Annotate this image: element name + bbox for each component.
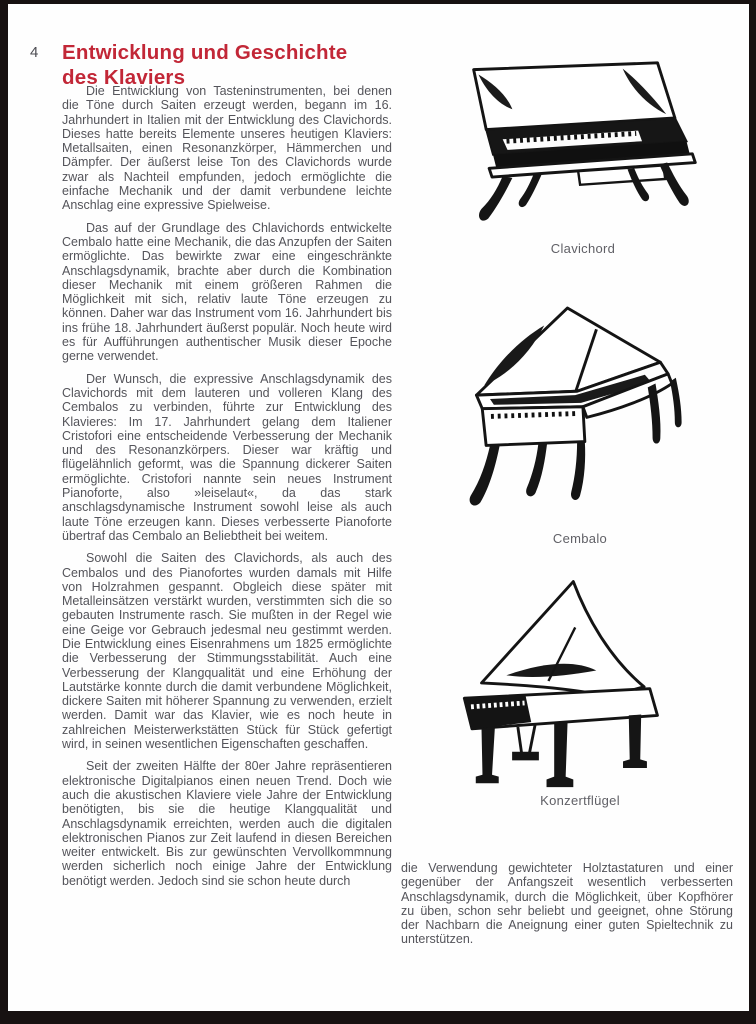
caption-cembalo: Cembalo [552, 531, 608, 546]
page-border-bottom [0, 1011, 756, 1024]
paragraph-cembalo: Das auf der Grundlage des Chlavichords entwickelte Cembalo hatte eine Mechanik, die das Anzupfen der Saiten ermöglichte. Das bewirkte zwar eine eingeschränkte Anschlagsdynamik, brachte aber durch die Kombination dieser Mechanik mit einem größeren Rahmen die Möglichkeit mit sich, relativ laute Töne erzeugen zu können. Daher war das Instrument vom 16. Jahrhundert bis ins frühe 18. Jahrhundert äußerst populär. Noch heute wird es für Aufführungen authentischer Musik dieser Epoche gerne verwendet. [62, 220, 392, 364]
clavichord-illustration-icon [433, 58, 733, 238]
page-title [62, 40, 402, 90]
page-border-left [0, 0, 8, 1024]
grand-piano-illustration-icon [430, 572, 730, 790]
caption-clavichord: Clavichord [550, 241, 616, 256]
caption-konzertfluegel: Konzertflügel [540, 793, 620, 808]
main-text-column [62, 84, 392, 896]
paragraph-continuation: die Verwendung gewichteter Holztastaturen und einer gegenüber der Anfangszeit wesentlich verbesserten Anschlagsdynamik, durch die Möglichkeit, über Kopfhörer zu üben, schon sehr beliebt und geeignet, ohne Störung der Nachbarn die Aneignung einer guten Spieltechnik zu unterstützen. [401, 861, 733, 947]
continuation-text-column [401, 861, 733, 955]
figure-clavichord [433, 58, 733, 256]
paragraph-pianoforte: Der Wunsch, die expressive Anschlagsdynamik des Clavichords mit dem lauteren und volleren Klang des Cembalos zu verbinden, führte zur Entwicklung des Klavieres: Im 17. Jahrhundert gelang dem Italiener Cristofori eine entscheidende Verbesserung der Mechanik und des Resonanzkörpers. Dieser war kräftig und flügelähnlich geformt, was die Spannung dickerer Saiten ermöglichte. Cristofori nannte sein neues Instrument Pianoforte, also »leiselaut«, da das stark anschlagsdynamische Instrument sowohl leise als auch laute Töne erzeugen kann. Dieses verbesserte Pianoforte übertraf das Cembalo an Beliebtheit bei weitem. [62, 371, 392, 543]
page-title-line2: des Klaviers [62, 66, 186, 89]
figure-cembalo [430, 300, 730, 546]
paragraph-clavichord-origin: Die Entwicklung von Tasteninstrumenten, bei denen die Töne durch Saiten erzeugt werden, begann im 16. Jahrhundert in Italien mit der Entwicklung des Clavichords. Dieses hatte bereits Elemente unseres heutigen Klaviers: Metallsaiten, einen Resonanzkörper, Hämmerchen und Dämpfer. Der äußerst leise Ton des Clavichords wurde zwar als Nachteil empfunden, jedoch ermöglichte die einfache Mechanik und der damit verbundene leichte Anschlag eine expressive Spielweise. [62, 84, 392, 213]
figure-konzertfluegel [430, 572, 730, 808]
page-border-right [749, 0, 756, 1024]
page-number: 4 [30, 44, 39, 61]
cembalo-illustration-icon [430, 300, 730, 528]
page-title-line1: Entwicklung und Geschichte [62, 41, 348, 64]
page-border-top [0, 0, 756, 4]
paragraph-iron-frame: Sowohl die Saiten des Clavichords, als auch des Cembalos und des Pianofortes wurden damals mit Hilfe von Holzrahmen gespannt. Obgleich diese später mit Metalleinsätzen verstärkt wurden, verstimmten sich die so gebauten Instrumente rasch. Sie mußten in der Regel wie eine Geige vor Gebrauch jedesmal neu gestimmt werden. Die Entwicklung eines Eisenrahmens um 1825 ermöglichte die Verbesserung der Stimmungsstabilität. Auch eine Verbesserung der Klangqualität und eine Erhöhung der Lautstärke konnte durch die damit verbundene Möglichkeit, dickere Saiten mit höherer Spannung zu verwenden, erzielt werden. Damit war das Klavier, wie es noch heute in zahlreichen Meisterwerkstätten Stück für Stück gefertigt wird, in seinen wesentlichen Eigenschaften geschaffen. [62, 551, 392, 752]
paragraph-digital-pianos: Seit der zweiten Hälfte der 80er Jahre repräsentieren elektronische Digitalpianos einen neuen Trend. Doch wie auch die akustischen Klaviere viele Jahre der Entwicklung benötigten, bis sie die heutige Klangqualität und Anschlagsdynamik erreichten, werden auch die digitalen elektronischen Pianos zur Zeit laufend in diesen Bereichen weiter entwickelt. Bis zur gewünschten Vervollkommnung werden sicherlich noch einige Jahre der Entwicklung benötigt werden. Jedoch sind sie schon heute durch [62, 759, 392, 888]
